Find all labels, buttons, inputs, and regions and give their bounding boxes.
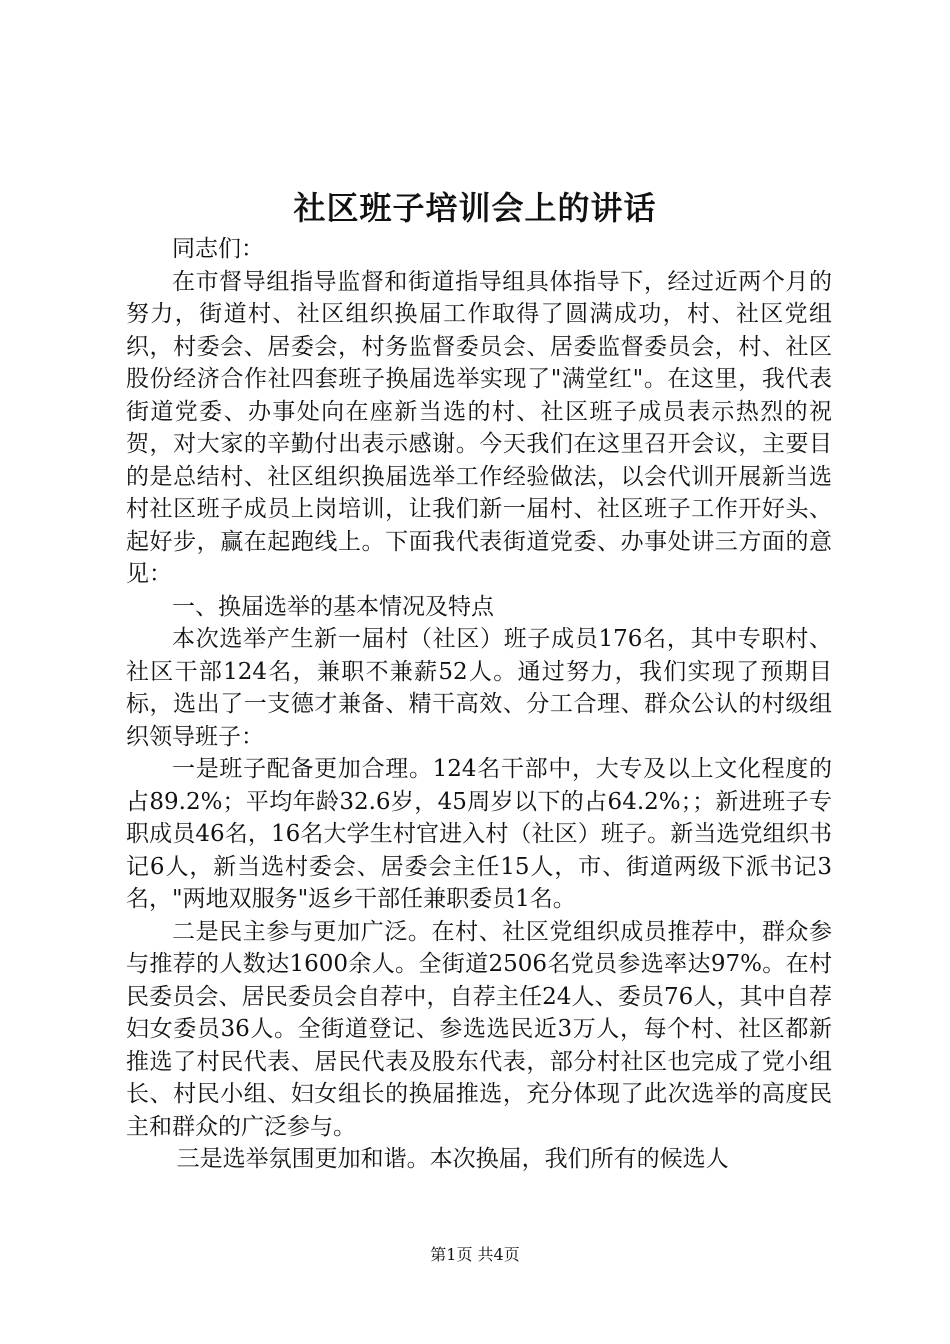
- document-title: 社区班子培训会上的讲话: [293, 189, 657, 227]
- paragraph-point-one: 一是班子配备更加合理。124名干部中，大专及以上文化程度的占89.2%；平均年龄32.6岁，45周岁以下的占64.2%；；新进班子专职成员46名，16名大学生村官进入村（社区）班子。新当选党组织书记6人，新当选村委会、居委会主任15人，市、街道两级下派书记3名，"两地双服务"返乡干部任兼职委员1名。: [126, 756, 832, 912]
- paragraph-intro: 在市督导组指导监督和街道指导组具体指导下，经过近两个月的努力，街道村、社区组织换届工作取得了圆满成功，村、社区党组织，村委会、居委会，村务监督委员会、居委监督委员会，村、社区股份经济合作社四套班子换届选举实现了"满堂红"。在这里，我代表街道党委、办事处向在座新当选的村、社区班子成员表示热烈的祝贺，对大家的辛勤付出表示感谢。今天我们在这里召开会议，主要目的是总结村、社区组织换届选举工作经验做法，以会代训开展新当选村社区班子成员上岗培训，让我们新一届村、社区班子工作开好头、起好步，赢在起跑线上。下面我代表街道党委、办事处讲三方面的意见：: [126, 268, 832, 587]
- page-footer: 第1页 共4页: [430, 1245, 520, 1264]
- salutation: 同志们：: [172, 236, 264, 262]
- paragraph-point-two: 二是民主参与更加广泛。在村、社区党组织成员推荐中，群众参与推荐的人数达1600余人。全街道2506名党员参选率达97%。在村民委员会、居民委员会自荐中，自荐主任24人、委员76人，其中自荐妇女委员36人。全街道登记、参选选民近3万人，每个村、社区都新推选了村民代表、居民代表及股东代表，部分村社区也完成了党小组长、村民小组、妇女组长的换届推选，充分体现了此次选举的高度民主和群众的广泛参与。: [126, 918, 832, 1140]
- paragraph-point-three: 三是选举氛围更加和谐。本次换届，我们所有的候选人: [176, 1146, 729, 1172]
- section-heading: 一、换届选举的基本情况及特点: [172, 593, 494, 620]
- document-body: [126, 233, 832, 1176]
- paragraph-overview: 本次选举产生新一届村（社区）班子成员176名，其中专职村、社区干部124名，兼职不兼薪52人。通过努力，我们实现了预期目标，选出了一支德才兼备、精干高效、分工合理、群众公认的村级组织领导班子：: [126, 626, 832, 750]
